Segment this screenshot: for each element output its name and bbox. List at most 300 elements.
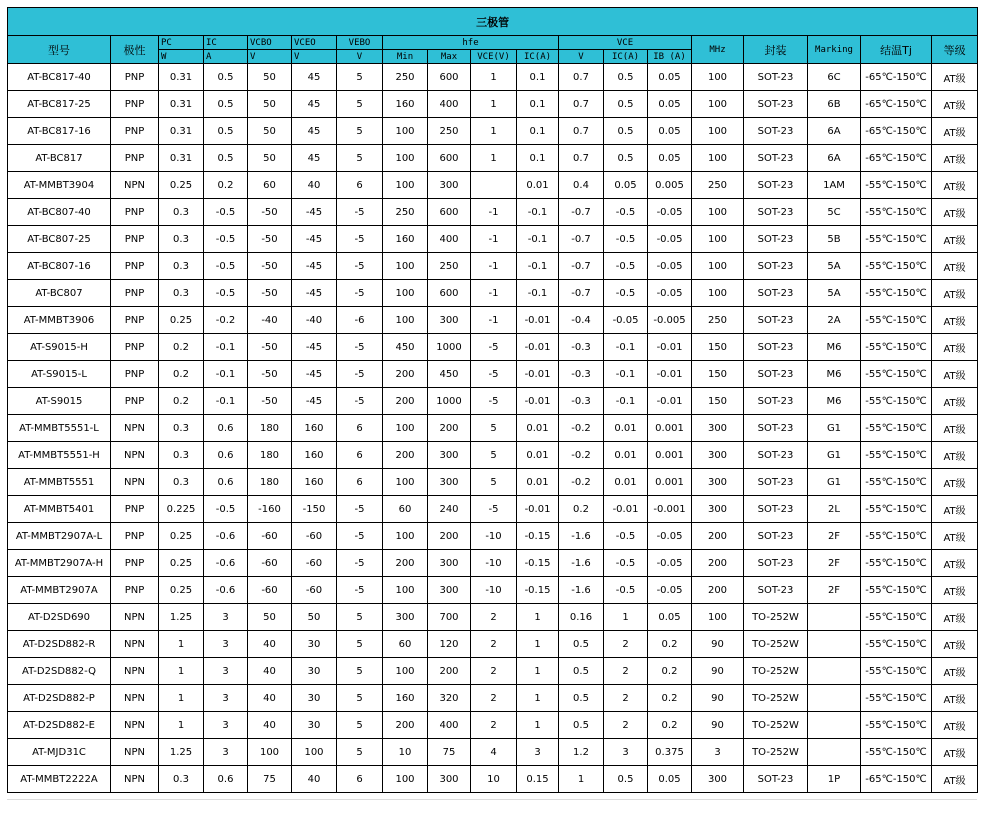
cell-vceo: 30	[292, 658, 337, 685]
cell-vceo: -45	[292, 253, 337, 280]
cell-vebo: -5	[337, 280, 383, 307]
cell-ic: -0.5	[204, 496, 248, 523]
cell-marking	[808, 739, 861, 766]
cell-vcbo: 40	[248, 658, 292, 685]
cell-vebo: 5	[337, 91, 383, 118]
cell-hfe-min: 200	[383, 712, 428, 739]
table-row	[8, 334, 978, 361]
cell-vce-ic: 2	[604, 685, 648, 712]
cell-vcbo: -60	[248, 577, 292, 604]
cell-marking: G1	[808, 415, 861, 442]
cell-vce-ic: 2	[604, 631, 648, 658]
cell-grade: AT级	[932, 469, 978, 496]
cell-hfe-min: 200	[383, 361, 428, 388]
cell-hfe-max: 1000	[428, 388, 471, 415]
cell-pc: 1.25	[159, 604, 204, 631]
cell-vce-ib: 0.05	[648, 91, 692, 118]
cell-pc: 0.3	[159, 253, 204, 280]
cell-marking: 1P	[808, 766, 861, 793]
cell-vceo: -60	[292, 550, 337, 577]
cell-tj: -55℃-150℃	[861, 334, 932, 361]
cell-mhz: 90	[692, 631, 744, 658]
cell-ic: 3	[204, 685, 248, 712]
cell-vce-ib: -0.005	[648, 307, 692, 334]
cell-model: AT-MMBT5551	[8, 469, 111, 496]
cell-pc: 0.3	[159, 766, 204, 793]
cell-hfe-vce: -10	[471, 523, 517, 550]
cell-hfe-vce: 2	[471, 604, 517, 631]
cell-hfe-ic: -0.1	[517, 199, 559, 226]
cell-ic: 3	[204, 604, 248, 631]
table-row	[8, 712, 978, 739]
table-body	[8, 64, 978, 793]
table-row	[8, 361, 978, 388]
cell-hfe-min: 250	[383, 64, 428, 91]
table-row	[8, 523, 978, 550]
cell-hfe-min: 100	[383, 307, 428, 334]
cell-hfe-ic: 0.1	[517, 145, 559, 172]
cell-polarity: PNP	[111, 550, 159, 577]
cell-vce-v: -0.2	[559, 442, 604, 469]
cell-vcbo: 180	[248, 469, 292, 496]
cell-vebo: 5	[337, 64, 383, 91]
cell-vce-ib: 0.2	[648, 712, 692, 739]
cell-package: SOT-23	[744, 496, 808, 523]
cell-hfe-ic: 1	[517, 604, 559, 631]
cell-vce-v: 0.7	[559, 145, 604, 172]
cell-vce-ic: 0.5	[604, 766, 648, 793]
cell-vce-v: 1	[559, 766, 604, 793]
cell-hfe-vce: -1	[471, 280, 517, 307]
cell-vce-ib: -0.01	[648, 361, 692, 388]
cell-mhz: 150	[692, 361, 744, 388]
cell-vcbo: 40	[248, 685, 292, 712]
cell-grade: AT级	[932, 550, 978, 577]
cell-tj: -55℃-150℃	[861, 712, 932, 739]
cell-hfe-min: 100	[383, 145, 428, 172]
cell-mhz: 100	[692, 199, 744, 226]
cell-hfe-ic: -0.01	[517, 496, 559, 523]
cell-vce-v: 0.5	[559, 631, 604, 658]
cell-mhz: 100	[692, 253, 744, 280]
cell-model: AT-BC807-40	[8, 199, 111, 226]
cell-pc: 0.31	[159, 91, 204, 118]
cell-vebo: 6	[337, 415, 383, 442]
cell-vce-ib: -0.01	[648, 388, 692, 415]
cell-package: SOT-23	[744, 442, 808, 469]
cell-mhz: 250	[692, 307, 744, 334]
cell-hfe-ic: -0.15	[517, 523, 559, 550]
cell-polarity: PNP	[111, 145, 159, 172]
cell-vceo: -60	[292, 577, 337, 604]
header-hfe: hfe	[383, 36, 559, 50]
cell-vce-v: 0.16	[559, 604, 604, 631]
cell-vcbo: 50	[248, 91, 292, 118]
header-vce-ib: IB (A)	[648, 50, 692, 64]
header-vce: VCE	[559, 36, 692, 50]
cell-vcbo: 75	[248, 766, 292, 793]
cell-hfe-min: 300	[383, 604, 428, 631]
cell-vce-ic: -0.1	[604, 334, 648, 361]
cell-vce-ic: 0.01	[604, 415, 648, 442]
cell-pc: 1	[159, 658, 204, 685]
cell-hfe-vce: -1	[471, 307, 517, 334]
cell-tj: -55℃-150℃	[861, 388, 932, 415]
cell-grade: AT级	[932, 64, 978, 91]
cell-model: AT-MMBT2907A-L	[8, 523, 111, 550]
cell-polarity: PNP	[111, 388, 159, 415]
cell-marking: G1	[808, 442, 861, 469]
cell-polarity: PNP	[111, 361, 159, 388]
cell-vceo: -45	[292, 226, 337, 253]
cell-tj: -55℃-150℃	[861, 523, 932, 550]
header-vceo-unit: V	[292, 50, 337, 64]
cell-marking: 5B	[808, 226, 861, 253]
cell-marking: 6A	[808, 118, 861, 145]
cell-ic: 0.6	[204, 469, 248, 496]
table-row	[8, 739, 978, 766]
cell-polarity: PNP	[111, 199, 159, 226]
cell-grade: AT级	[932, 388, 978, 415]
cell-vce-ib: -0.05	[648, 199, 692, 226]
cell-ic: 0.5	[204, 64, 248, 91]
cell-marking: 2L	[808, 496, 861, 523]
table-row	[8, 685, 978, 712]
cell-vce-v: -0.7	[559, 199, 604, 226]
cell-polarity: NPN	[111, 442, 159, 469]
cell-hfe-max: 300	[428, 766, 471, 793]
cell-mhz: 300	[692, 469, 744, 496]
cell-vce-v: -0.7	[559, 280, 604, 307]
cell-hfe-vce: 1	[471, 91, 517, 118]
cell-tj: -55℃-150℃	[861, 658, 932, 685]
cell-grade: AT级	[932, 523, 978, 550]
cell-ic: 0.6	[204, 415, 248, 442]
cell-vebo: -5	[337, 550, 383, 577]
cell-marking	[808, 658, 861, 685]
table-row	[8, 604, 978, 631]
cell-vcbo: 50	[248, 604, 292, 631]
cell-hfe-max: 240	[428, 496, 471, 523]
table-row	[8, 415, 978, 442]
cell-hfe-min: 250	[383, 199, 428, 226]
cell-vce-v: 0.2	[559, 496, 604, 523]
cell-vce-ib: 0.05	[648, 604, 692, 631]
header-hfe-vce: VCE(V)	[471, 50, 517, 64]
cell-vce-ib: -0.05	[648, 280, 692, 307]
table-row	[8, 550, 978, 577]
cell-pc: 1	[159, 631, 204, 658]
cell-marking: 2F	[808, 523, 861, 550]
header-hfe-min: Min	[383, 50, 428, 64]
cell-vce-v: -1.6	[559, 577, 604, 604]
cell-marking: 2A	[808, 307, 861, 334]
cell-package: TO-252W	[744, 658, 808, 685]
cell-vceo: 45	[292, 91, 337, 118]
cell-package: SOT-23	[744, 361, 808, 388]
header-grade: 等级	[932, 36, 978, 64]
cell-polarity: PNP	[111, 496, 159, 523]
cell-ic: 3	[204, 631, 248, 658]
cell-hfe-ic: 3	[517, 739, 559, 766]
header-hfe-max: Max	[428, 50, 471, 64]
cell-vce-ib: 0.375	[648, 739, 692, 766]
cell-marking: 2F	[808, 550, 861, 577]
cell-vce-ic: -0.01	[604, 496, 648, 523]
cell-vceo: -45	[292, 199, 337, 226]
cell-vebo: 5	[337, 631, 383, 658]
cell-vceo: -45	[292, 361, 337, 388]
cell-mhz: 200	[692, 523, 744, 550]
divider	[7, 799, 977, 800]
cell-vce-ic: -0.5	[604, 550, 648, 577]
cell-marking	[808, 685, 861, 712]
header-vceo: VCEO	[292, 36, 337, 50]
cell-package: SOT-23	[744, 145, 808, 172]
cell-tj: -55℃-150℃	[861, 199, 932, 226]
cell-hfe-ic: 1	[517, 712, 559, 739]
cell-vce-ib: 0.2	[648, 658, 692, 685]
cell-marking: M6	[808, 388, 861, 415]
cell-vce-v: -0.7	[559, 253, 604, 280]
cell-hfe-ic: 0.01	[517, 415, 559, 442]
transistor-table	[7, 7, 978, 793]
cell-ic: -0.6	[204, 523, 248, 550]
cell-pc: 0.3	[159, 469, 204, 496]
cell-package: TO-252W	[744, 604, 808, 631]
cell-vebo: 5	[337, 712, 383, 739]
header-ic: IC	[204, 36, 248, 50]
cell-hfe-ic: -0.1	[517, 253, 559, 280]
cell-package: SOT-23	[744, 118, 808, 145]
cell-vebo: 6	[337, 172, 383, 199]
cell-vceo: 30	[292, 631, 337, 658]
cell-marking: 1AM	[808, 172, 861, 199]
cell-grade: AT级	[932, 577, 978, 604]
cell-package: SOT-23	[744, 64, 808, 91]
table-row	[8, 199, 978, 226]
cell-hfe-ic: -0.1	[517, 280, 559, 307]
cell-vebo: 6	[337, 766, 383, 793]
cell-package: SOT-23	[744, 280, 808, 307]
cell-hfe-ic: -0.01	[517, 361, 559, 388]
cell-pc: 0.3	[159, 280, 204, 307]
cell-grade: AT级	[932, 361, 978, 388]
cell-package: TO-252W	[744, 712, 808, 739]
cell-model: AT-S9015	[8, 388, 111, 415]
cell-vce-ib: 0.05	[648, 766, 692, 793]
cell-hfe-min: 100	[383, 172, 428, 199]
cell-hfe-max: 400	[428, 91, 471, 118]
cell-hfe-ic: -0.01	[517, 334, 559, 361]
cell-mhz: 100	[692, 280, 744, 307]
cell-marking: 5C	[808, 199, 861, 226]
cell-hfe-vce	[471, 172, 517, 199]
cell-hfe-vce: 1	[471, 118, 517, 145]
cell-vcbo: -60	[248, 550, 292, 577]
cell-polarity: PNP	[111, 226, 159, 253]
cell-package: SOT-23	[744, 469, 808, 496]
table-row	[8, 226, 978, 253]
header-model: 型号	[8, 36, 111, 64]
cell-vce-ic: -0.05	[604, 307, 648, 334]
cell-tj: -55℃-150℃	[861, 307, 932, 334]
cell-tj: -55℃-150℃	[861, 226, 932, 253]
transistor-table-container	[7, 7, 977, 793]
cell-hfe-vce: -1	[471, 199, 517, 226]
cell-pc: 0.2	[159, 361, 204, 388]
cell-grade: AT级	[932, 685, 978, 712]
cell-grade: AT级	[932, 145, 978, 172]
cell-ic: -0.6	[204, 577, 248, 604]
cell-vceo: 40	[292, 766, 337, 793]
cell-ic: 0.6	[204, 766, 248, 793]
cell-ic: 0.5	[204, 118, 248, 145]
cell-vebo: 5	[337, 685, 383, 712]
table-row	[8, 658, 978, 685]
cell-grade: AT级	[932, 172, 978, 199]
cell-hfe-max: 200	[428, 523, 471, 550]
cell-hfe-vce: -5	[471, 388, 517, 415]
cell-mhz: 90	[692, 685, 744, 712]
cell-mhz: 300	[692, 496, 744, 523]
cell-model: AT-S9015-H	[8, 334, 111, 361]
cell-model: AT-MMBT5401	[8, 496, 111, 523]
cell-mhz: 90	[692, 712, 744, 739]
header-vcbo: VCBO	[248, 36, 292, 50]
cell-hfe-max: 250	[428, 118, 471, 145]
cell-vce-ib: -0.05	[648, 577, 692, 604]
cell-model: AT-BC817-40	[8, 64, 111, 91]
cell-grade: AT级	[932, 739, 978, 766]
cell-package: TO-252W	[744, 631, 808, 658]
cell-vceo: 160	[292, 469, 337, 496]
cell-grade: AT级	[932, 280, 978, 307]
cell-mhz: 300	[692, 415, 744, 442]
cell-vce-ib: -0.05	[648, 550, 692, 577]
cell-vce-ib: 0.2	[648, 631, 692, 658]
cell-vebo: 5	[337, 604, 383, 631]
cell-vcbo: -160	[248, 496, 292, 523]
cell-vce-v: 0.7	[559, 91, 604, 118]
cell-polarity: PNP	[111, 91, 159, 118]
cell-hfe-max: 120	[428, 631, 471, 658]
cell-hfe-max: 700	[428, 604, 471, 631]
cell-pc: 0.225	[159, 496, 204, 523]
cell-vcbo: -50	[248, 199, 292, 226]
cell-tj: -55℃-150℃	[861, 172, 932, 199]
header-vcbo-unit: V	[248, 50, 292, 64]
cell-ic: 3	[204, 712, 248, 739]
cell-vce-v: 0.5	[559, 712, 604, 739]
cell-tj: -55℃-150℃	[861, 415, 932, 442]
cell-polarity: NPN	[111, 469, 159, 496]
cell-hfe-ic: 0.01	[517, 172, 559, 199]
cell-hfe-ic: 0.1	[517, 64, 559, 91]
cell-marking: 6A	[808, 145, 861, 172]
cell-vcbo: 40	[248, 712, 292, 739]
cell-vceo: 100	[292, 739, 337, 766]
cell-vce-v: -1.6	[559, 523, 604, 550]
cell-vce-ic: 0.5	[604, 91, 648, 118]
table-row	[8, 496, 978, 523]
cell-model: AT-BC817	[8, 145, 111, 172]
cell-vebo: 5	[337, 739, 383, 766]
cell-ic: -0.5	[204, 226, 248, 253]
cell-vceo: 160	[292, 415, 337, 442]
cell-pc: 0.31	[159, 145, 204, 172]
cell-vcbo: 50	[248, 118, 292, 145]
cell-grade: AT级	[932, 253, 978, 280]
cell-vce-ic: -0.5	[604, 253, 648, 280]
cell-model: AT-BC807-25	[8, 226, 111, 253]
cell-vce-ic: 0.01	[604, 442, 648, 469]
cell-hfe-ic: -0.01	[517, 307, 559, 334]
cell-vebo: -5	[337, 388, 383, 415]
cell-vceo: -45	[292, 280, 337, 307]
cell-mhz: 200	[692, 550, 744, 577]
header-pc: PC	[159, 36, 204, 50]
cell-hfe-vce: -10	[471, 577, 517, 604]
cell-grade: AT级	[932, 199, 978, 226]
cell-vce-ic: 1	[604, 604, 648, 631]
cell-grade: AT级	[932, 712, 978, 739]
cell-tj: -55℃-150℃	[861, 550, 932, 577]
cell-marking: 6B	[808, 91, 861, 118]
cell-polarity: PNP	[111, 334, 159, 361]
table-row	[8, 631, 978, 658]
cell-package: SOT-23	[744, 388, 808, 415]
cell-vce-v: -0.3	[559, 334, 604, 361]
cell-ic: -0.1	[204, 388, 248, 415]
cell-hfe-vce: -1	[471, 226, 517, 253]
cell-vce-ic: -0.5	[604, 226, 648, 253]
cell-vce-ic: 2	[604, 712, 648, 739]
cell-vcbo: 100	[248, 739, 292, 766]
table-row	[8, 253, 978, 280]
cell-vce-ib: 0.05	[648, 64, 692, 91]
cell-mhz: 100	[692, 604, 744, 631]
header-hfe-ic: IC(A)	[517, 50, 559, 64]
cell-marking: G1	[808, 469, 861, 496]
cell-tj: -55℃-150℃	[861, 604, 932, 631]
cell-hfe-ic: -0.1	[517, 226, 559, 253]
cell-tj: -55℃-150℃	[861, 442, 932, 469]
cell-grade: AT级	[932, 496, 978, 523]
cell-pc: 0.3	[159, 442, 204, 469]
cell-pc: 0.25	[159, 577, 204, 604]
cell-hfe-min: 160	[383, 226, 428, 253]
cell-vce-v: 0.5	[559, 685, 604, 712]
cell-hfe-max: 600	[428, 280, 471, 307]
cell-vce-ic: 0.5	[604, 145, 648, 172]
cell-polarity: PNP	[111, 577, 159, 604]
cell-polarity: NPN	[111, 172, 159, 199]
cell-vce-v: 1.2	[559, 739, 604, 766]
cell-vcbo: 180	[248, 442, 292, 469]
cell-vceo: 40	[292, 172, 337, 199]
cell-hfe-max: 320	[428, 685, 471, 712]
cell-mhz: 250	[692, 172, 744, 199]
cell-polarity: PNP	[111, 280, 159, 307]
cell-ic: -0.2	[204, 307, 248, 334]
cell-model: AT-MMBT2907A	[8, 577, 111, 604]
cell-hfe-ic: 0.01	[517, 442, 559, 469]
cell-hfe-ic: 0.01	[517, 469, 559, 496]
cell-package: SOT-23	[744, 415, 808, 442]
table-row	[8, 118, 978, 145]
cell-vce-ib: -0.05	[648, 253, 692, 280]
